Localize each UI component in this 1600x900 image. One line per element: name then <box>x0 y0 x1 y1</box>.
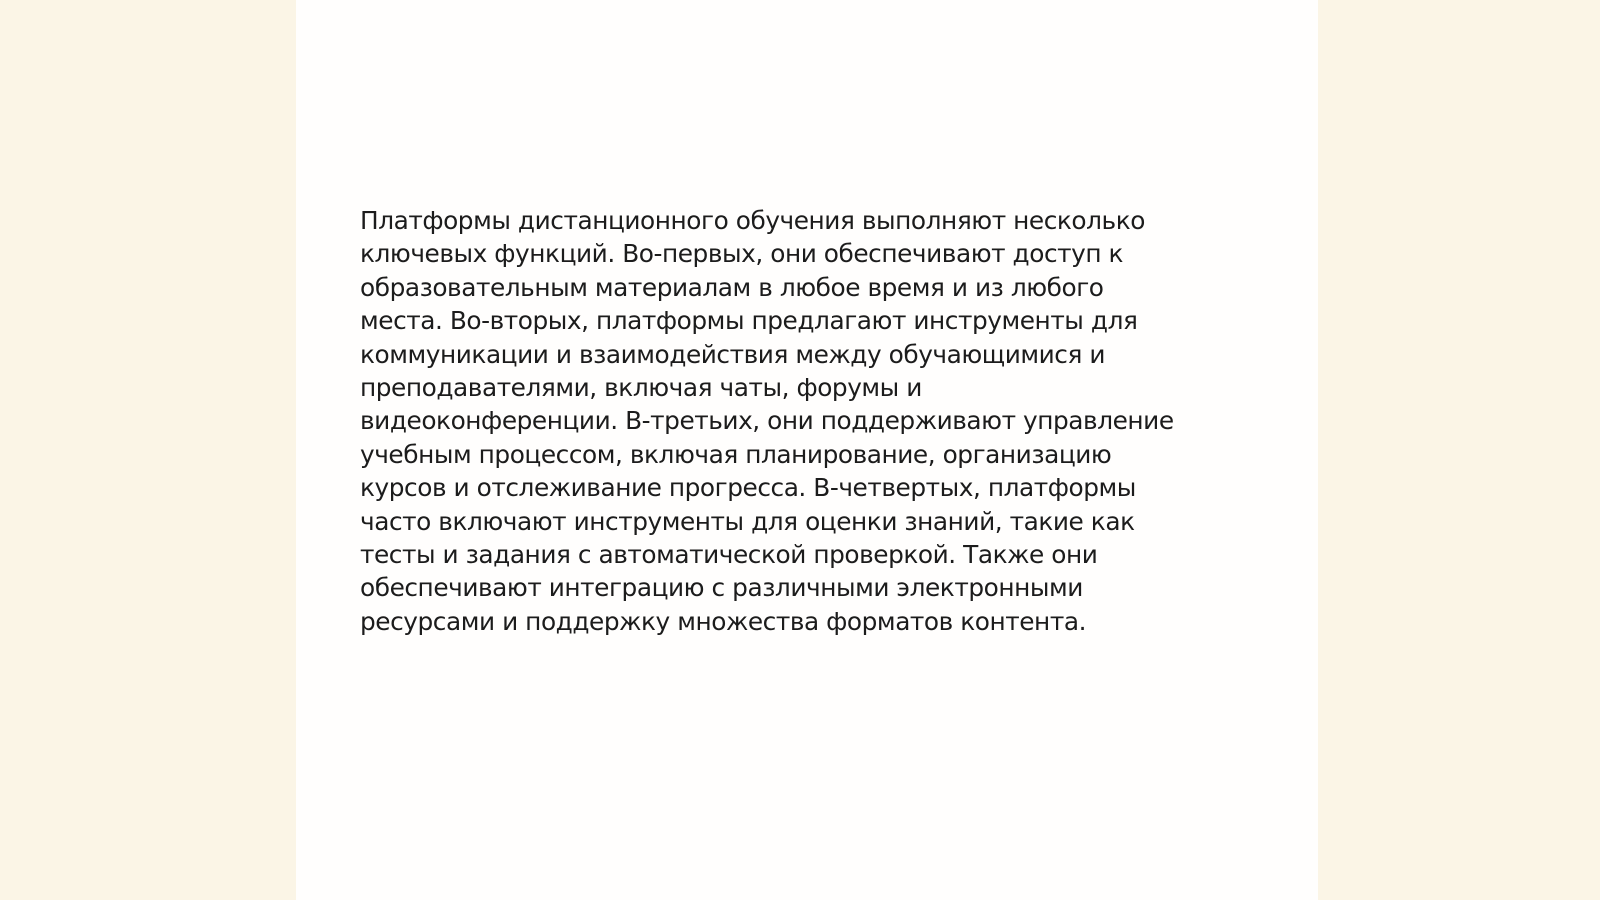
body-paragraph <box>360 204 1260 638</box>
paragraph-line: тесты и задания с автоматической проверкой. Также они <box>360 540 1098 570</box>
paragraph-line: учебным процессом, включая планирование, организацию <box>360 439 1112 469</box>
slide-page <box>296 0 1318 900</box>
paragraph-line: ресурсами и поддержку множества форматов контента. <box>360 606 1086 636</box>
paragraph-line: часто включают инструменты для оценки знаний, такие как <box>360 506 1135 536</box>
paragraph-line: образовательным материалам в любое время и из любого <box>360 272 1104 302</box>
right-margin-panel <box>1318 0 1600 900</box>
paragraph-line: коммуникации и взаимодействия между обучающимися и <box>360 339 1106 369</box>
paragraph-line: видеоконференции. В-третьих, они поддерживают управление <box>360 406 1174 436</box>
paragraph-line: обеспечивают интеграцию с различными электронными <box>360 573 1083 603</box>
paragraph-line: места. Во-вторых, платформы предлагают инструменты для <box>360 306 1138 336</box>
paragraph-line: Платформы дистанционного обучения выполняют несколько <box>360 206 1145 235</box>
paragraph-line: курсов и отслеживание прогресса. В-четвертых, платформы <box>360 473 1136 503</box>
paragraph-line: преподавателями, включая чаты, форумы и <box>360 373 922 403</box>
left-margin-panel <box>0 0 296 900</box>
paragraph-line: ключевых функций. Во-первых, они обеспечивают доступ к <box>360 239 1124 269</box>
